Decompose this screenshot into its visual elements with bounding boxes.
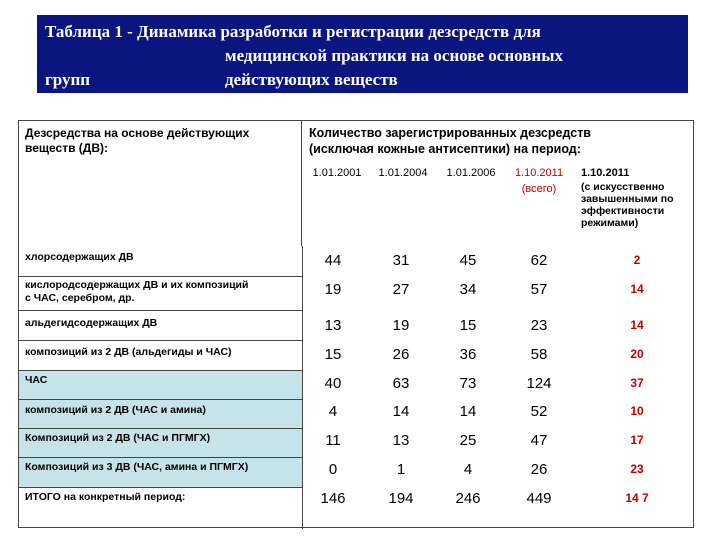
col-header-4 xyxy=(506,167,572,196)
table-cell: 4 xyxy=(463,461,473,478)
table-cell: 45 xyxy=(459,252,477,269)
row-divider xyxy=(19,310,302,311)
table-cell-red: 14 7 xyxy=(625,491,649,505)
table-cell: 13 xyxy=(392,432,410,449)
table-cell-red: 20 xyxy=(630,347,644,361)
table-cell: 19 xyxy=(324,281,342,298)
row-label: композиций из 2 ДВ (альдегиды и ЧАС) xyxy=(25,346,232,358)
header-right-line-2: (исключая кожные антисептики) на период: xyxy=(309,142,581,156)
header-left-text: Дезсредства на основе действующих веществ (ДВ): xyxy=(25,126,250,155)
row-label: Композиций из 2 ДВ (ЧАС и ПГМГХ) xyxy=(25,432,211,444)
col-header-5 xyxy=(581,167,681,229)
table-cell: 194 xyxy=(388,490,414,507)
title-banner xyxy=(37,15,688,93)
table-cell: 34 xyxy=(459,281,477,298)
table-cell: 44 xyxy=(324,252,342,269)
table-cell: 27 xyxy=(392,281,410,298)
table-cell: 57 xyxy=(530,281,548,298)
title-line-3a: групп xyxy=(45,70,91,89)
table-cell-red: 17 xyxy=(630,433,644,447)
row-divider xyxy=(19,487,302,488)
row-label-line-2: с ЧАС, серебром, др. xyxy=(25,292,135,304)
table-cell: 4 xyxy=(328,403,338,420)
header-right xyxy=(309,125,591,157)
table-cell: 58 xyxy=(530,346,548,363)
table-cell: 146 xyxy=(320,490,346,507)
table-cell: 63 xyxy=(392,375,410,392)
table-cell-red: 10 xyxy=(630,404,644,418)
table-cell: 11 xyxy=(325,432,341,449)
table-cell: 15 xyxy=(459,317,477,334)
col-header-4-label: 1.10.2011 xyxy=(514,167,564,179)
title-line-1: Таблица 1 - Динамика разработки и регистрации дезсредств для xyxy=(45,22,541,41)
table-cell: 14 xyxy=(459,403,477,420)
table-cell: 25 xyxy=(459,432,477,449)
table-cell-red: 37 xyxy=(630,376,644,390)
table-cell: 13 xyxy=(324,317,342,334)
table-cell: 124 xyxy=(526,375,552,392)
table-cell: 40 xyxy=(324,375,342,392)
row-label: альдегидсодержащих ДВ xyxy=(25,317,158,329)
col-header-5-sub: (с искусственно завышенными по эффективности режимами) xyxy=(581,181,674,229)
table-cell: 0 xyxy=(328,461,338,478)
header-right-line-1: Количество зарегистрированных дезсредств xyxy=(309,126,591,140)
col-header-3: 1.01.2006 xyxy=(446,167,496,179)
row-divider xyxy=(19,276,302,277)
table-cell: 26 xyxy=(392,346,410,363)
data-table xyxy=(18,120,694,528)
table-cell: 19 xyxy=(392,317,410,334)
row-label-line-1: кислородсодержащих ДВ и их композиций xyxy=(25,279,249,291)
row-label: Композиций из 3 ДВ (ЧАС, амина и ПГМГХ) xyxy=(25,461,249,473)
col-header-4-sub: (всего) xyxy=(521,183,557,195)
row-divider xyxy=(19,340,302,341)
table-cell: 36 xyxy=(459,346,477,363)
table-cell: 23 xyxy=(530,317,548,334)
table-cell-red: 14 xyxy=(630,282,644,296)
row-label: ЧАС xyxy=(25,374,48,386)
title-line-3b: действующих веществ xyxy=(225,70,398,89)
table-cell: 47 xyxy=(530,432,548,449)
row-divider xyxy=(19,457,302,458)
col-header-2: 1.01.2004 xyxy=(378,167,428,179)
table-cell: 1 xyxy=(396,461,406,478)
table-cell: 31 xyxy=(392,252,410,269)
col-header-1: 1.01.2001 xyxy=(312,167,362,179)
table-cell: 449 xyxy=(526,490,552,507)
table-cell: 52 xyxy=(530,403,548,420)
row-label: ИТОГО на конкретный период: xyxy=(25,491,186,503)
table-cell: 14 xyxy=(392,403,410,420)
row-divider xyxy=(19,428,302,429)
title-line-2: медицинской практики на основе основных xyxy=(225,46,563,65)
table-cell-red: 23 xyxy=(630,462,644,476)
table-cell: 73 xyxy=(459,375,477,392)
row-divider xyxy=(19,399,302,400)
row-divider xyxy=(19,370,302,371)
table-cell-red: 14 xyxy=(630,318,644,332)
table-cell: 15 xyxy=(324,346,342,363)
header-left xyxy=(19,121,302,246)
row-label xyxy=(25,279,300,305)
col-header-5-label: 1.10.2011 xyxy=(581,167,630,179)
table-cell-red: 2 xyxy=(633,253,641,267)
table-cell: 62 xyxy=(530,252,548,269)
table-cell: 246 xyxy=(455,490,481,507)
table-cell: 26 xyxy=(530,461,548,478)
row-label: хлорсодержащих ДВ xyxy=(25,251,134,263)
row-label: композиций из 2 ДВ (ЧАС и амина) xyxy=(25,404,206,416)
